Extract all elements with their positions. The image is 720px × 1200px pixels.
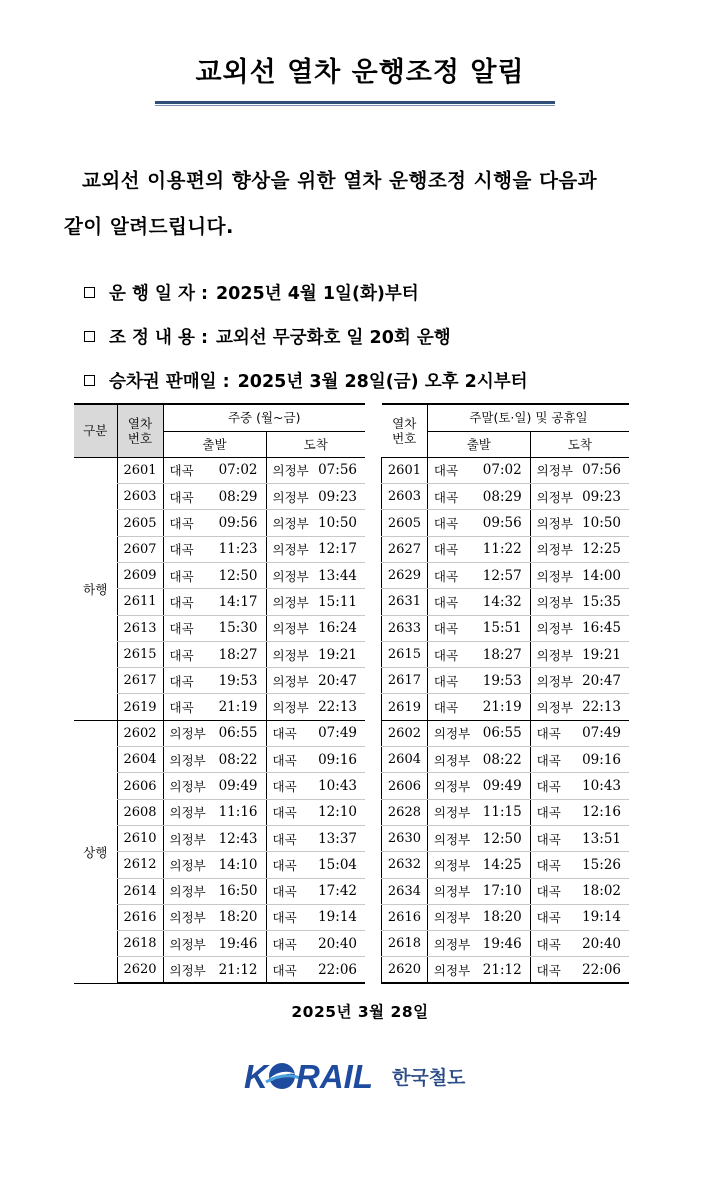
arrive-station: 의정부 — [530, 457, 578, 483]
weekend-rows — [382, 457, 630, 983]
arrive-time: 09:23 — [578, 484, 629, 510]
depart-station: 의정부 — [427, 878, 477, 904]
arrive-station: 의정부 — [266, 457, 314, 483]
train-number: 2616 — [382, 904, 428, 930]
arrive-station: 대곡 — [266, 747, 314, 773]
arrive-station: 의정부 — [530, 536, 578, 562]
depart-time: 12:50 — [477, 825, 530, 851]
depart-station: 대곡 — [163, 641, 213, 667]
depart-station: 대곡 — [427, 641, 477, 667]
arrive-time: 22:13 — [578, 694, 629, 720]
depart-station: 대곡 — [163, 694, 213, 720]
depart-station: 의정부 — [163, 957, 213, 983]
table-row — [74, 694, 365, 720]
arrive-time: 22:06 — [578, 957, 629, 983]
title-underline-thin — [155, 105, 555, 106]
depart-station: 대곡 — [163, 615, 213, 641]
depart-station: 의정부 — [427, 852, 477, 878]
arrive-time: 09:16 — [578, 747, 629, 773]
depart-time: 21:12 — [213, 957, 266, 983]
table-row — [382, 747, 630, 773]
header-train-no — [382, 404, 428, 457]
train-number: 2604 — [382, 747, 428, 773]
train-number: 2602 — [382, 720, 428, 746]
arrive-station: 의정부 — [530, 562, 578, 588]
arrive-station: 의정부 — [266, 589, 314, 615]
arrive-time: 09:16 — [314, 747, 365, 773]
arrive-time: 20:47 — [314, 668, 365, 694]
weekday-rows — [74, 457, 365, 983]
depart-time: 21:19 — [477, 694, 530, 720]
arrive-time: 07:56 — [578, 457, 629, 483]
depart-station: 의정부 — [427, 825, 477, 851]
depart-station: 대곡 — [427, 694, 477, 720]
arrive-station: 의정부 — [266, 510, 314, 536]
arrive-time: 12:25 — [578, 536, 629, 562]
depart-time: 12:50 — [213, 562, 266, 588]
depart-time: 11:15 — [477, 799, 530, 825]
train-number: 2632 — [382, 852, 428, 878]
arrive-time: 12:17 — [314, 536, 365, 562]
arrive-time: 19:21 — [314, 641, 365, 667]
train-number: 2607 — [117, 536, 163, 562]
table-row — [382, 852, 630, 878]
arrive-station: 의정부 — [266, 641, 314, 667]
depart-station: 대곡 — [163, 562, 213, 588]
header-train-no-line2: 번호 — [392, 430, 417, 446]
train-number: 2603 — [117, 484, 163, 510]
arrive-time: 09:23 — [314, 484, 365, 510]
train-number: 2631 — [382, 589, 428, 615]
arrive-station: 대곡 — [266, 931, 314, 957]
train-number: 2633 — [382, 615, 428, 641]
table-row — [74, 615, 365, 641]
arrive-time: 15:35 — [578, 589, 629, 615]
depart-station: 대곡 — [427, 668, 477, 694]
direction-up-label: 상행 — [74, 720, 117, 983]
train-number: 2602 — [117, 720, 163, 746]
table-row — [74, 931, 365, 957]
arrive-station: 대곡 — [530, 747, 578, 773]
depart-time: 06:55 — [477, 720, 530, 746]
arrive-station: 대곡 — [530, 825, 578, 851]
train-number: 2605 — [382, 510, 428, 536]
arrive-time: 15:04 — [314, 852, 365, 878]
arrive-station: 의정부 — [530, 510, 578, 536]
arrive-time: 10:43 — [314, 773, 365, 799]
weekend-timetable — [381, 403, 629, 984]
train-number: 2608 — [117, 799, 163, 825]
depart-time: 12:43 — [213, 825, 266, 851]
depart-station: 의정부 — [163, 799, 213, 825]
table-row — [382, 589, 630, 615]
train-number: 2606 — [382, 773, 428, 799]
arrive-station: 의정부 — [266, 562, 314, 588]
arrive-station: 대곡 — [266, 799, 314, 825]
table-row — [382, 510, 630, 536]
header-train-no-line1: 열차 — [392, 415, 417, 431]
table-row — [382, 720, 630, 746]
depart-station: 대곡 — [163, 457, 213, 483]
weekday-timetable — [74, 403, 365, 984]
table-row — [74, 878, 365, 904]
arrive-station: 대곡 — [530, 878, 578, 904]
depart-time: 18:20 — [213, 904, 266, 930]
arrive-station: 의정부 — [266, 536, 314, 562]
arrive-time: 20:40 — [314, 931, 365, 957]
train-number: 2620 — [117, 957, 163, 983]
arrive-time: 12:16 — [578, 799, 629, 825]
arrive-time: 18:02 — [578, 878, 629, 904]
notice-bullets — [84, 270, 684, 402]
arrive-station: 대곡 — [530, 931, 578, 957]
depart-station: 의정부 — [427, 931, 477, 957]
train-number: 2609 — [117, 562, 163, 588]
arrive-station: 대곡 — [266, 720, 314, 746]
table-row — [382, 694, 630, 720]
arrive-time: 20:47 — [578, 668, 629, 694]
arrive-station: 대곡 — [530, 957, 578, 983]
depart-station: 대곡 — [163, 668, 213, 694]
train-number: 2630 — [382, 825, 428, 851]
bullet-operation-date — [84, 270, 684, 314]
table-row — [382, 562, 630, 588]
table-row — [74, 562, 365, 588]
train-number: 2615 — [382, 641, 428, 667]
train-number: 2601 — [382, 457, 428, 483]
train-number: 2604 — [117, 747, 163, 773]
train-number: 2620 — [382, 957, 428, 983]
table-row — [74, 589, 365, 615]
depart-time: 14:25 — [477, 852, 530, 878]
arrive-time: 13:51 — [578, 825, 629, 851]
train-number: 2614 — [117, 878, 163, 904]
depart-station: 의정부 — [427, 904, 477, 930]
table-row — [74, 957, 365, 983]
arrive-station: 의정부 — [266, 668, 314, 694]
train-number: 2616 — [117, 904, 163, 930]
train-number: 2619 — [117, 694, 163, 720]
bullet-label: 운 행 일 자 : — [109, 283, 208, 304]
table-row — [382, 536, 630, 562]
table-row — [74, 668, 365, 694]
arrive-time: 07:49 — [314, 720, 365, 746]
train-number: 2619 — [382, 694, 428, 720]
arrive-time: 22:06 — [314, 957, 365, 983]
page-title-wrap — [0, 50, 720, 89]
arrive-station: 대곡 — [266, 773, 314, 799]
arrive-time: 14:00 — [578, 562, 629, 588]
arrive-station: 대곡 — [266, 904, 314, 930]
bullet-label: 승차권 판매일 : — [109, 371, 230, 392]
arrive-time: 15:11 — [314, 589, 365, 615]
checkbox-square-icon — [84, 375, 95, 386]
depart-station: 의정부 — [163, 747, 213, 773]
depart-time: 15:30 — [213, 615, 266, 641]
arrive-time: 20:40 — [578, 931, 629, 957]
table-row — [74, 747, 365, 773]
arrive-time: 15:26 — [578, 852, 629, 878]
page-title: 교외선 열차 운행조정 알림 — [195, 57, 525, 88]
bullet-adjustment — [84, 314, 684, 358]
arrive-time: 10:50 — [314, 510, 365, 536]
arrive-station: 의정부 — [530, 641, 578, 667]
depart-time: 19:53 — [213, 668, 266, 694]
arrive-time: 13:44 — [314, 562, 365, 588]
arrive-station: 의정부 — [530, 694, 578, 720]
header-category: 구분 — [74, 404, 117, 457]
table-row — [382, 799, 630, 825]
arrive-station: 대곡 — [266, 825, 314, 851]
table-row — [382, 773, 630, 799]
table-row — [74, 457, 365, 483]
depart-station: 대곡 — [163, 536, 213, 562]
table-row — [74, 773, 365, 799]
depart-station: 의정부 — [163, 904, 213, 930]
depart-time: 11:23 — [213, 536, 266, 562]
train-number: 2605 — [117, 510, 163, 536]
train-number: 2610 — [117, 825, 163, 851]
depart-station: 의정부 — [427, 720, 477, 746]
header-arrive: 도착 — [266, 431, 365, 457]
table-row — [74, 510, 365, 536]
arrive-time: 07:49 — [578, 720, 629, 746]
depart-time: 11:22 — [477, 536, 530, 562]
bullet-value: 2025년 3월 28일(금) 오후 2시부터 — [237, 371, 528, 392]
depart-time: 08:29 — [477, 484, 530, 510]
arrive-time: 22:13 — [314, 694, 365, 720]
depart-time: 14:17 — [213, 589, 266, 615]
intro-paragraph — [64, 158, 664, 250]
arrive-time: 07:56 — [314, 457, 365, 483]
depart-time: 21:19 — [213, 694, 266, 720]
table-row — [74, 852, 365, 878]
arrive-time: 12:10 — [314, 799, 365, 825]
arrive-time: 10:43 — [578, 773, 629, 799]
header-depart: 출발 — [427, 431, 530, 457]
depart-time: 16:50 — [213, 878, 266, 904]
header-train-no-line2: 번호 — [127, 430, 153, 446]
depart-time: 09:49 — [213, 773, 266, 799]
table-row — [382, 825, 630, 851]
table-row — [74, 720, 365, 746]
arrive-time: 16:24 — [314, 615, 365, 641]
table-row — [74, 904, 365, 930]
depart-station: 의정부 — [427, 747, 477, 773]
train-number: 2634 — [382, 878, 428, 904]
table-row — [382, 641, 630, 667]
arrive-station: 대곡 — [530, 799, 578, 825]
arrive-station: 대곡 — [266, 878, 314, 904]
table-row — [382, 615, 630, 641]
train-number: 2618 — [382, 931, 428, 957]
table-row — [382, 668, 630, 694]
arrive-station: 의정부 — [530, 589, 578, 615]
arrive-time: 19:14 — [578, 904, 629, 930]
arrive-time: 13:37 — [314, 825, 365, 851]
header-train-no-line1: 열차 — [127, 415, 153, 431]
depart-time: 08:29 — [213, 484, 266, 510]
depart-time: 18:20 — [477, 904, 530, 930]
korail-korean-name: 한국철도 — [392, 1066, 466, 1089]
depart-time: 11:16 — [213, 799, 266, 825]
depart-station: 의정부 — [427, 799, 477, 825]
train-number: 2603 — [382, 484, 428, 510]
arrive-station: 대곡 — [530, 773, 578, 799]
train-number: 2601 — [117, 457, 163, 483]
depart-station: 대곡 — [163, 484, 213, 510]
depart-time: 09:56 — [477, 510, 530, 536]
table-row — [382, 878, 630, 904]
checkbox-square-icon — [84, 331, 95, 342]
train-number: 2606 — [117, 773, 163, 799]
arrive-station: 대곡 — [266, 852, 314, 878]
depart-time: 19:53 — [477, 668, 530, 694]
depart-time: 07:02 — [477, 457, 530, 483]
arrive-station: 의정부 — [530, 484, 578, 510]
checkbox-square-icon — [84, 287, 95, 298]
depart-station: 의정부 — [163, 825, 213, 851]
depart-time: 06:55 — [213, 720, 266, 746]
depart-time: 07:02 — [213, 457, 266, 483]
arrive-time: 16:45 — [578, 615, 629, 641]
depart-time: 14:32 — [477, 589, 530, 615]
table-row — [382, 457, 630, 483]
direction-down-label: 하행 — [74, 457, 117, 720]
table-row — [74, 799, 365, 825]
korail-logo — [244, 1056, 465, 1096]
notice-date: 2025년 3월 28일 — [291, 1003, 429, 1021]
depart-time: 21:12 — [477, 957, 530, 983]
depart-station: 대곡 — [427, 589, 477, 615]
intro-line-1: 교외선 이용편의 향상을 위한 열차 운행조정 시행을 다음과 — [82, 169, 598, 192]
train-number: 2629 — [382, 562, 428, 588]
table-row — [74, 484, 365, 510]
depart-station: 의정부 — [427, 957, 477, 983]
depart-station: 대곡 — [163, 589, 213, 615]
arrive-time: 19:14 — [314, 904, 365, 930]
depart-time: 19:46 — [213, 931, 266, 957]
arrive-station: 의정부 — [266, 694, 314, 720]
title-underline — [155, 101, 555, 104]
depart-station: 의정부 — [163, 878, 213, 904]
depart-station: 의정부 — [427, 773, 477, 799]
bullet-value: 2025년 4월 1일(화)부터 — [216, 283, 419, 304]
train-number: 2612 — [117, 852, 163, 878]
depart-time: 09:56 — [213, 510, 266, 536]
depart-station: 대곡 — [427, 510, 477, 536]
table-row — [74, 825, 365, 851]
depart-time: 14:10 — [213, 852, 266, 878]
table-row — [382, 484, 630, 510]
depart-time: 08:22 — [213, 747, 266, 773]
depart-time: 09:49 — [477, 773, 530, 799]
arrive-station: 대곡 — [530, 852, 578, 878]
depart-station: 대곡 — [427, 536, 477, 562]
depart-station: 대곡 — [163, 510, 213, 536]
header-weekday: 주중 (월~금) — [163, 404, 365, 431]
arrive-station: 의정부 — [266, 484, 314, 510]
train-number: 2617 — [117, 668, 163, 694]
svg-text:RAIL: RAIL — [296, 1058, 373, 1095]
train-number: 2615 — [117, 641, 163, 667]
depart-station: 대곡 — [427, 562, 477, 588]
bullet-value: 교외선 무궁화호 일 20회 운행 — [216, 327, 451, 348]
korail-wordmark-icon — [244, 1056, 382, 1096]
header-depart: 출발 — [163, 431, 266, 457]
header-train-no — [117, 404, 163, 457]
bullet-label: 조 정 내 용 : — [109, 327, 208, 348]
arrive-station: 대곡 — [266, 957, 314, 983]
depart-station: 의정부 — [163, 931, 213, 957]
depart-station: 의정부 — [163, 852, 213, 878]
arrive-station: 대곡 — [530, 720, 578, 746]
depart-time: 08:22 — [477, 747, 530, 773]
header-arrive: 도착 — [530, 431, 629, 457]
depart-time: 15:51 — [477, 615, 530, 641]
arrive-station: 의정부 — [530, 615, 578, 641]
depart-station: 대곡 — [427, 484, 477, 510]
train-number: 2627 — [382, 536, 428, 562]
depart-station: 대곡 — [427, 615, 477, 641]
train-number: 2611 — [117, 589, 163, 615]
arrive-station: 대곡 — [530, 904, 578, 930]
depart-station: 의정부 — [163, 720, 213, 746]
arrive-time: 10:50 — [578, 510, 629, 536]
train-number: 2617 — [382, 668, 428, 694]
intro-line-2: 같이 알려드립니다. — [64, 215, 234, 238]
depart-time: 12:57 — [477, 562, 530, 588]
table-row — [382, 957, 630, 983]
train-number: 2618 — [117, 931, 163, 957]
arrive-time: 19:21 — [578, 641, 629, 667]
arrive-station: 의정부 — [530, 668, 578, 694]
arrive-time: 17:42 — [314, 878, 365, 904]
table-row — [382, 904, 630, 930]
depart-time: 18:27 — [477, 641, 530, 667]
depart-time: 17:10 — [477, 878, 530, 904]
depart-station: 대곡 — [427, 457, 477, 483]
svg-text:K: K — [244, 1058, 268, 1095]
train-number: 2628 — [382, 799, 428, 825]
train-number: 2613 — [117, 615, 163, 641]
depart-time: 19:46 — [477, 931, 530, 957]
table-row — [74, 536, 365, 562]
bullet-ticket-sale — [84, 358, 684, 402]
arrive-station: 의정부 — [266, 615, 314, 641]
depart-station: 의정부 — [163, 773, 213, 799]
table-row — [382, 931, 630, 957]
header-weekend: 주말(토·일) 및 공휴일 — [427, 404, 629, 431]
depart-time: 18:27 — [213, 641, 266, 667]
table-row — [74, 641, 365, 667]
